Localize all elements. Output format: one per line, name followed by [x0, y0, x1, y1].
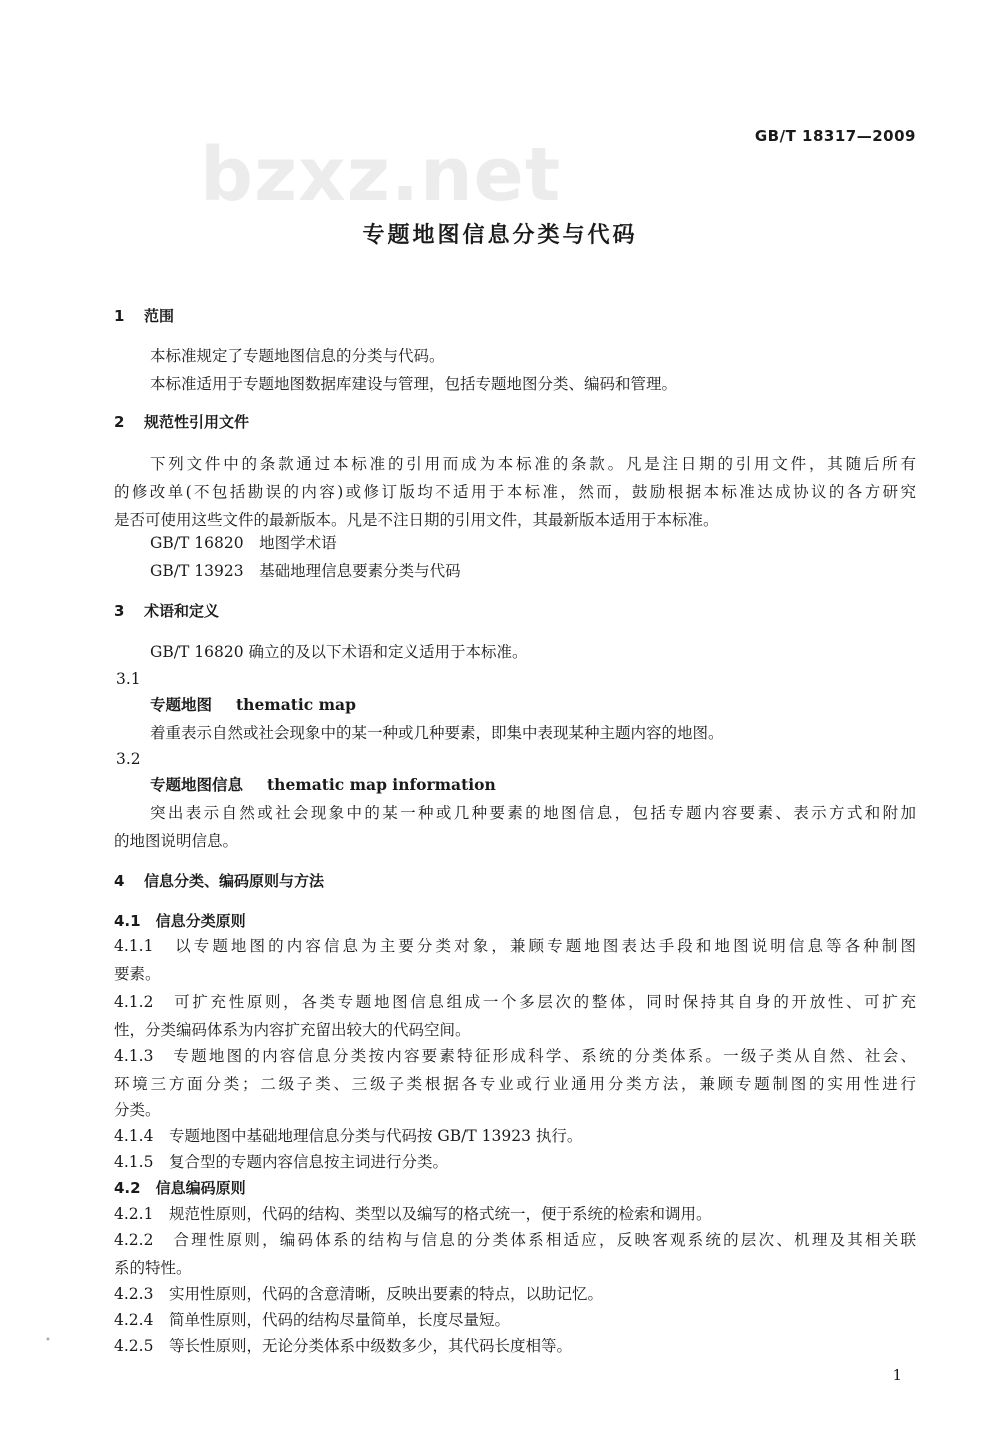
section-number: 3 — [114, 602, 125, 620]
paragraph-line: 3.1 — [116, 670, 141, 688]
term-chinese: 专题地图信息 — [150, 776, 244, 794]
paragraph-line: GB/T 13923 基础地理信息要素分类与代码 — [150, 562, 461, 580]
paragraph-line: GB/T 16820 确立的及以下术语和定义适用于本标准。 — [150, 643, 528, 661]
section-heading — [114, 305, 174, 327]
paragraph-line: 4.1.3 专题地图的内容信息分类按内容要素特征形成科学、系统的分类体系。一级子类从自然、社会、 — [114, 1047, 916, 1065]
paragraph-line: 系的特性。 — [114, 1259, 192, 1277]
paragraph-line: 4.2.3 实用性原则，代码的含意清晰，反映出要素的特点，以助记忆。 — [114, 1285, 603, 1303]
section-title: 范围 — [144, 307, 175, 325]
watermark: bzxz.net — [200, 132, 562, 218]
section-number: 4 — [114, 872, 125, 890]
margin-mark: • — [45, 1335, 51, 1346]
paragraph-line: 是否可使用这些文件的最新版本。凡是不注日期的引用文件，其最新版本适用于本标准。 — [114, 511, 719, 529]
term-entry — [150, 774, 496, 796]
paragraph-line: 着重表示自然或社会现象中的某一种或几种要素，即集中表现某种主题内容的地图。 — [150, 724, 724, 742]
paragraph-line: 本标准适用于专题地图数据库建设与管理，包括专题地图分类、编码和管理。 — [150, 375, 678, 393]
section-title: 术语和定义 — [144, 602, 220, 620]
paragraph-line: GB/T 16820 地图学术语 — [150, 534, 337, 552]
paragraph-line: 本标准规定了专题地图信息的分类与代码。 — [150, 347, 445, 365]
section-number: 1 — [114, 307, 125, 325]
subsection-heading: 4.1 信息分类原则 — [114, 912, 246, 930]
paragraph-line: 性，分类编码体系为内容扩充留出较大的代码空间。 — [114, 1021, 471, 1039]
paragraph-line: 4.1.5 复合型的专题内容信息按主词进行分类。 — [114, 1153, 448, 1171]
paragraph-line: 环境三方面分类；二级子类、三级子类根据各专业或行业通用分类方法，兼顾专题制图的实用性进行 — [114, 1075, 916, 1093]
section-number: 2 — [114, 413, 125, 431]
section-title: 信息分类、编码原则与方法 — [144, 872, 325, 890]
standard-code: GB/T 18317—2009 — [754, 127, 916, 145]
paragraph-line: 4.1.1 以专题地图的内容信息为主要分类对象，兼顾专题地图表达手段和地图说明信息等各种制图 — [114, 937, 916, 955]
term-english: thematic map information — [267, 775, 496, 794]
section-heading — [114, 411, 249, 433]
section-heading — [114, 870, 324, 892]
paragraph-line: 要素。 — [114, 965, 161, 983]
term-english: thematic map — [236, 695, 356, 714]
paragraph-line: 4.1.2 可扩充性原则，各类专题地图信息组成一个多层次的整体，同时保持其自身的开放性、可扩充 — [114, 993, 916, 1011]
paragraph-line: 4.2.2 合理性原则，编码体系的结构与信息的分类体系相适应，反映客观系统的层次、机理及其相关联 — [114, 1231, 916, 1249]
page-number: 1 — [892, 1366, 902, 1384]
section-heading — [114, 600, 219, 622]
paragraph-line: 的修改单(不包括勘误的内容)或修订版均不适用于本标准，然而，鼓励根据本标准达成协议的各方研究 — [114, 483, 916, 501]
section-title: 规范性引用文件 — [144, 413, 250, 431]
term-chinese: 专题地图 — [150, 696, 213, 714]
paragraph-line: 下列文件中的条款通过本标准的引用而成为本标准的条款。凡是注日期的引用文件，其随后所有 — [150, 455, 916, 473]
term-entry — [150, 694, 356, 716]
document-title: 专题地图信息分类与代码 — [362, 223, 638, 248]
subsection-heading: 4.2 信息编码原则 — [114, 1179, 246, 1197]
paragraph-line: 4.2.4 简单性原则，代码的结构尽量简单，长度尽量短。 — [114, 1311, 510, 1329]
paragraph-line: 的地图说明信息。 — [114, 832, 239, 850]
paragraph-line: 4.1.4 专题地图中基础地理信息分类与代码按 GB/T 13923 执行。 — [114, 1127, 583, 1145]
paragraph-line: 4.2.1 规范性原则，代码的结构、类型以及编写的格式统一，便于系统的检索和调用。 — [114, 1205, 712, 1223]
paragraph-line: 3.2 — [116, 750, 141, 768]
paragraph-line: 分类。 — [114, 1101, 161, 1119]
paragraph-line: 突出表示自然或社会现象中的某一种或几种要素的地图信息，包括专题内容要素、表示方式和附加 — [150, 804, 916, 822]
paragraph-line: 4.2.5 等长性原则，无论分类体系中级数多少，其代码长度相等。 — [114, 1337, 572, 1355]
